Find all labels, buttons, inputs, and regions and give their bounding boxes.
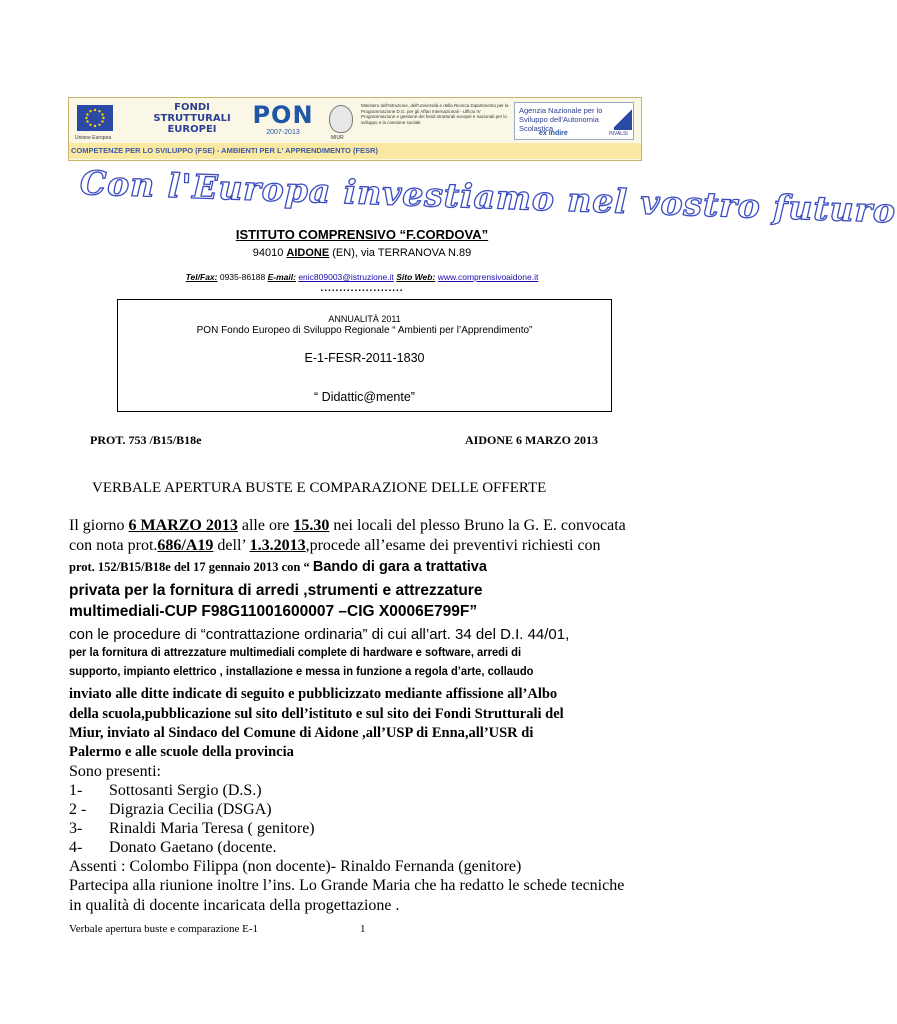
agenzia-logo: Agenzia Nazionale per lo Sviluppo dell'Autonomia Scolastica bbox=[514, 102, 634, 140]
body-line-13: Palermo e alle scuole della provincia bbox=[69, 744, 294, 760]
school-address: 94010 AIDONE (EN), via TERRANOVA N.89 bbox=[252, 247, 472, 259]
body-line-2: con nota prot.686/A19 dell’ 1.3.2013,procede all’esame dei preventivi richiesti con bbox=[69, 537, 601, 554]
invalsi-label: INVALSI bbox=[609, 131, 628, 137]
list-item: 4- Donato Gaetano (docente. bbox=[69, 839, 277, 856]
annualita: ANNUALITÀ 2011 bbox=[328, 314, 401, 324]
fondi-strutturali-logo: FONDI STRUTTURALI EUROPEI bbox=[153, 102, 231, 135]
pon-banner bbox=[68, 97, 642, 161]
protocol-number: PROT. 753 /B15/B18e bbox=[90, 433, 202, 447]
body-line-1: Il giorno 6 MARZO 2013 alle ore 15.30 nei locali del plesso Bruno la G. E. convocata bbox=[69, 517, 626, 534]
tel-label: Tel/Fax: bbox=[185, 272, 218, 282]
competenze-strip: COMPETENZE PER LO SVILUPPO (FSE) - AMBIENTI PER L' APPRENDIMENTO (FESR) bbox=[69, 143, 641, 159]
body-line-3: prot. 152/B15/B18e del 17 gennaio 2013 con “ Bando di gara a trattativa bbox=[69, 559, 487, 575]
email-link[interactable]: enic809003@istruzione.it bbox=[298, 272, 394, 282]
project-box bbox=[117, 299, 612, 412]
body-line-6: con le procedure di “contrattazione ordinaria” di cui all’art. 34 del D.I. 44/01, bbox=[69, 626, 570, 643]
document-title: VERBALE APERTURA BUSTE E COMPARAZIONE DELLE OFFERTE bbox=[92, 480, 547, 496]
body-line-16: Partecipa alla riunione inoltre l’ins. Lo Grande Maria che ha redatto le schede tecniche bbox=[69, 877, 625, 894]
indire-label: ex indire bbox=[539, 130, 568, 137]
document-date: AIDONE 6 MARZO 2013 bbox=[465, 433, 599, 447]
body-line-7: per la fornitura di attrezzature multimediali complete di hardware e software, arredi di bbox=[69, 645, 522, 659]
pon-description: PON Fondo Europeo di Sviluppo Regionale “ Ambienti per l’Apprendimento” bbox=[196, 325, 533, 336]
body-line-10: inviato alle ditte indicate di seguito e pubblicizzato mediante affissione all’Albo bbox=[69, 686, 558, 702]
body-line-17: in qualità di docente incaricata della progettazione . bbox=[69, 897, 400, 914]
absent-line: Assenti : Colombo Filippa (non docente)- Rinaldo Fernanda (genitore) bbox=[69, 858, 522, 875]
present-label: Sono presenti: bbox=[69, 763, 161, 780]
school-contacts bbox=[0, 272, 724, 282]
page-number: 1 bbox=[360, 923, 366, 935]
tel-value: 0935-86188 bbox=[217, 272, 268, 282]
project-title: “ Didattic@mente” bbox=[314, 390, 415, 404]
body-line-11: della scuola,pubblicazione sul sito dell’istituto e sul sito dei Fondi Strutturali del bbox=[69, 706, 564, 722]
pon-years: 2007-2013 bbox=[266, 129, 300, 136]
email-label: E-mail: bbox=[267, 272, 296, 282]
body-line-5: multimediali-CUP F98G11001600007 –CIG X0006E799F” bbox=[69, 603, 478, 620]
body-line-12: Miur, inviato al Sindaco del Comune di Aidone ,all’USP di Enna,all’USR di bbox=[69, 725, 534, 741]
body-line-4: privata per la fornitura di arredi ,strumenti e attrezzature bbox=[69, 582, 483, 599]
eu-caption: Unione Europea bbox=[75, 135, 112, 141]
list-item: 3- Rinaldi Maria Teresa ( genitore) bbox=[69, 820, 315, 837]
pon-logo: PON bbox=[252, 101, 314, 129]
list-item: 2 - Digrazia Cecilia (DSGA) bbox=[69, 801, 272, 818]
ministry-text: Ministero dell'Istruzione, dell'Università e della Ricerca Dipartimento per la Programmazione D.G. per gli Affari Internazionali - Ufficio IV Programmazione e gestione dei fondi strutturali europei e nazionali per lo sviluppo e la coesione sociale bbox=[361, 103, 509, 125]
body-line-8: supporto, impianto elettrico , installazione e messa in funzione a regola d’arte, collaudo bbox=[69, 664, 534, 678]
footer-text: Verbale apertura buste e comparazione E-1 bbox=[69, 923, 259, 935]
invalsi-icon bbox=[614, 106, 632, 130]
list-item: 1- Sottosanti Sergio (D.S.) bbox=[69, 782, 262, 799]
eu-flag-icon bbox=[77, 105, 113, 131]
europe-slogan: Con l'Europa investiamo nel vostro futuro bbox=[79, 163, 897, 231]
dots-separator: ...................... bbox=[320, 283, 404, 294]
miur-caption: MIUR bbox=[331, 135, 344, 141]
school-name: ISTITUTO COMPRENSIVO “F.CORDOVA” bbox=[235, 227, 489, 242]
italian-emblem-icon bbox=[329, 105, 353, 133]
site-label: Sito Web: bbox=[396, 272, 436, 282]
website-link[interactable]: www.comprensivoaidone.it bbox=[437, 272, 539, 282]
project-code: E-1-FESR-2011-1830 bbox=[304, 351, 425, 365]
